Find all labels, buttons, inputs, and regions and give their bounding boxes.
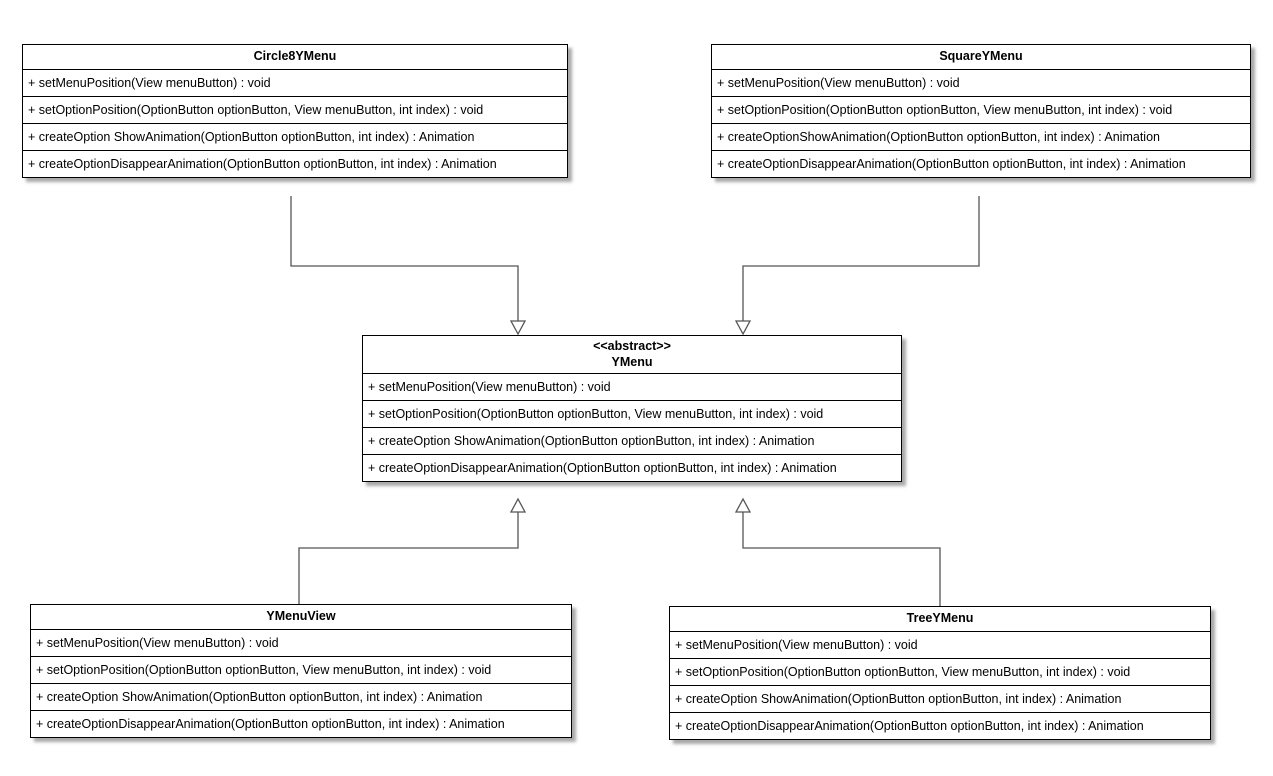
class-name-ymenuview (31, 605, 571, 630)
operations-list-squareymenu (712, 70, 1250, 177)
operations-list-treeymenu (670, 632, 1210, 739)
operations-list-circle8ymenu (23, 70, 567, 177)
class-title: YMenu (611, 354, 653, 369)
class-box-treeymenu[interactable] (669, 606, 1211, 740)
class-name-ymenu (363, 336, 901, 374)
edge-squareymenu-to-ymenu (736, 196, 979, 334)
edge-ymenuview-to-ymenu (299, 499, 525, 604)
class-box-ymenu[interactable] (362, 335, 902, 482)
operation-row: + setOptionPosition(OptionButton optionButton, View menuButton, int index) : void (23, 96, 567, 123)
operation-row: + createOption ShowAnimation(OptionButton optionButton, int index) : Animation (670, 685, 1210, 712)
operation-row: + setMenuPosition(View menuButton) : void (717, 75, 960, 90)
class-box-circle8ymenu[interactable] (22, 44, 568, 178)
operation-row: + setOptionPosition(OptionButton optionButton, View menuButton, int index) : void (363, 400, 901, 427)
operation-row: + setMenuPosition(View menuButton) : void (675, 637, 918, 652)
edge-circle8ymenu-to-ymenu (291, 196, 525, 334)
operation-row: + createOptionDisappearAnimation(OptionButton optionButton, int index) : Animation (712, 150, 1250, 177)
operation-row: + createOption ShowAnimation(OptionButton optionButton, int index) : Animation (363, 427, 901, 454)
operation-row: + setMenuPosition(View menuButton) : void (36, 635, 279, 650)
operation-row: + setOptionPosition(OptionButton optionButton, View menuButton, int index) : void (31, 656, 571, 683)
operation-row: + createOptionShowAnimation(OptionButton optionButton, int index) : Animation (712, 123, 1250, 150)
class-name-circle8ymenu (23, 45, 567, 70)
class-box-squareymenu[interactable] (711, 44, 1251, 178)
operation-row: + createOptionDisappearAnimation(OptionButton optionButton, int index) : Animation (363, 454, 901, 481)
operation-row: + createOption ShowAnimation(OptionButton optionButton, int index) : Animation (23, 123, 567, 150)
class-stereotype: <<abstract>> (593, 339, 671, 353)
class-title: SquareYMenu (939, 49, 1023, 63)
class-name-squareymenu (712, 45, 1250, 70)
class-box-ymenuview[interactable] (30, 604, 572, 738)
operation-row: + setOptionPosition(OptionButton optionButton, View menuButton, int index) : void (670, 658, 1210, 685)
edge-treeymenu-to-ymenu (736, 499, 940, 606)
operation-row: + createOption ShowAnimation(OptionButton optionButton, int index) : Animation (31, 683, 571, 710)
operation-row: + createOptionDisappearAnimation(OptionButton optionButton, int index) : Animation (31, 710, 571, 737)
class-title: Circle8YMenu (253, 49, 337, 63)
operation-row: + createOptionDisappearAnimation(OptionButton optionButton, int index) : Animation (670, 712, 1210, 739)
operation-row: + createOptionDisappearAnimation(OptionButton optionButton, int index) : Animation (23, 150, 567, 177)
operation-row: + setMenuPosition(View menuButton) : void (28, 75, 271, 90)
operations-list-ymenu (363, 374, 901, 481)
operation-row: + setMenuPosition(View menuButton) : void (368, 380, 611, 395)
operation-row: + setOptionPosition(OptionButton optionButton, View menuButton, int index) : void (712, 96, 1250, 123)
class-title: YMenuView (266, 609, 336, 623)
class-title: TreeYMenu (906, 611, 974, 625)
class-name-treeymenu (670, 607, 1210, 632)
operations-list-ymenuview (31, 630, 571, 737)
